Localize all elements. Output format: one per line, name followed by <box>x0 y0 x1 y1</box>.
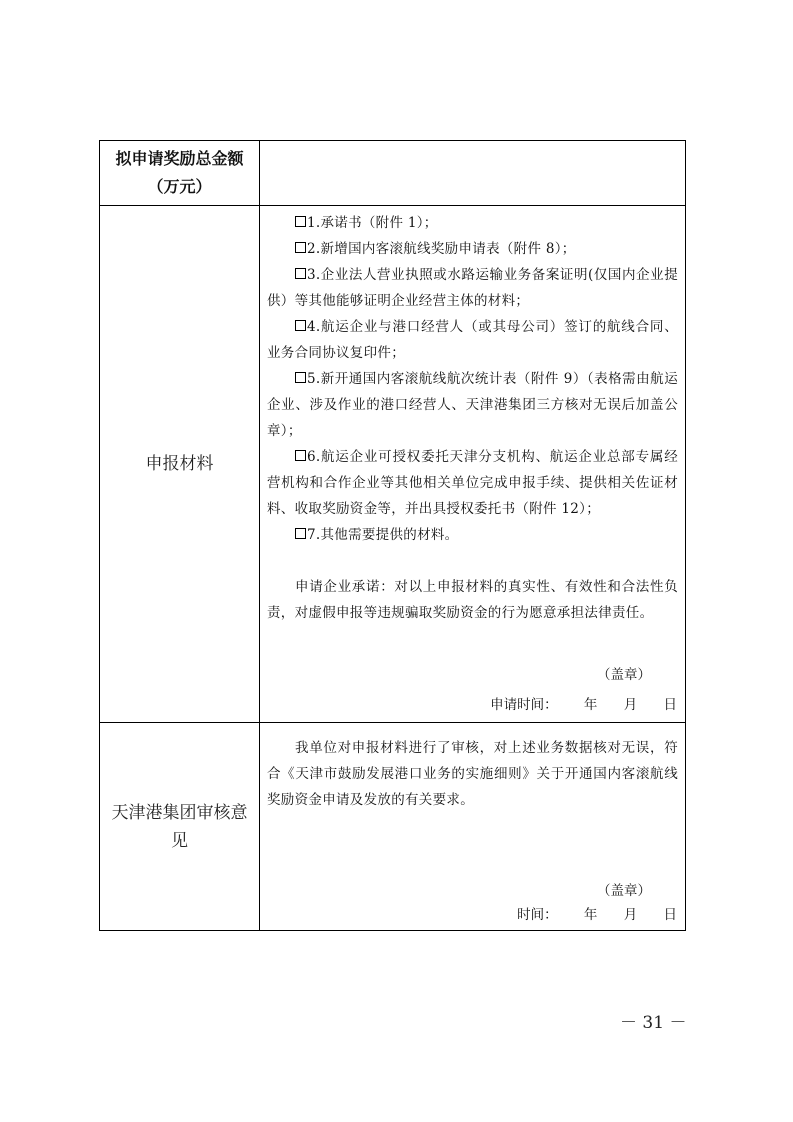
page-number: － 31 － <box>620 1013 687 1033</box>
date-day-label: 日 <box>663 907 677 923</box>
review-opinion-text: 我单位对申报材料进行了审核，对上述业务数据核对无误，符合《天津市鼓励发展港口业务的实施细则》关于开通国内客滚航线奖励资金申请及发放的有关要求。 <box>267 740 678 808</box>
amount-row <box>100 141 686 206</box>
materials-item-6[interactable] <box>267 444 678 522</box>
applicant-pledge: 申请企业承诺：对以上申报材料的真实性、有效性和合法性负责，对虚假申报等违规骗取奖励资金的行为愿意承担法律责任。 <box>267 579 678 621</box>
review-date-label: 时间： <box>517 907 558 923</box>
checkbox-icon[interactable] <box>295 450 306 461</box>
checkbox-icon[interactable] <box>295 216 306 227</box>
date-month-label: 月 <box>623 697 638 713</box>
materials-label: 申报材料 <box>100 206 260 723</box>
application-form-table <box>99 140 686 931</box>
materials-item-7[interactable] <box>267 522 678 548</box>
date-day-label: 日 <box>663 697 677 713</box>
materials-stamp-label: （盖章） <box>597 667 651 683</box>
date-year-label: 年 <box>583 907 598 923</box>
checkbox-icon[interactable] <box>295 372 306 383</box>
amount-value-cell[interactable] <box>260 141 686 206</box>
materials-item-2[interactable] <box>267 236 678 262</box>
checkbox-icon[interactable] <box>295 320 306 331</box>
checkbox-icon[interactable] <box>295 268 306 279</box>
review-row <box>100 723 686 931</box>
materials-content <box>260 206 685 722</box>
date-year-label: 年 <box>583 697 598 713</box>
application-date-label: 申请时间： <box>490 697 558 713</box>
review-date-line <box>517 902 677 928</box>
materials-item-1[interactable] <box>267 210 678 236</box>
materials-item-text: 7.其他需要提供的材料。 <box>307 527 459 543</box>
materials-row <box>100 206 686 723</box>
date-month-label: 月 <box>623 907 638 923</box>
materials-item-3[interactable] <box>267 262 678 314</box>
materials-item-text: 1.承诺书（附件 1）； <box>307 215 438 231</box>
review-label: 天津港集团审核意见 <box>100 723 260 931</box>
checkbox-icon[interactable] <box>295 528 306 539</box>
materials-item-text: 2.新增国内客滚航线奖励申请表（附件 8）； <box>307 241 576 257</box>
materials-item-4[interactable] <box>267 314 678 366</box>
materials-item-5[interactable] <box>267 366 678 444</box>
checkbox-icon[interactable] <box>295 242 306 253</box>
review-cell <box>260 723 686 931</box>
review-stamp-label: （盖章） <box>597 883 651 899</box>
materials-item-text: 5.新开通国内客滚航线航次统计表（附件 9）（表格需由航运企业、涉及作业的港口经营人、天津港集团三方核对无误后加盖公章）； <box>267 371 678 439</box>
materials-item-text: 3.企业法人营业执照或水路运输业务备案证明(仅国内企业提供）等其他能够证明企业经营主体的材料； <box>267 267 678 309</box>
materials-item-text: 4.航运企业与港口经营人（或其母公司）签订的航线合同、业务合同协议复印件； <box>267 319 678 361</box>
materials-cell <box>260 206 686 723</box>
amount-label: 拟申请奖励总金额（万元） <box>100 141 260 206</box>
review-content <box>260 723 685 930</box>
application-date-line <box>490 692 677 718</box>
materials-item-text: 6.航运企业可授权委托天津分支机构、航运企业总部专属经营机构和合作企业等其他相关单位完成申报手续、提供相关佐证材料、收取奖励资金等，并出具授权委托书（附件 12）； <box>267 449 678 517</box>
